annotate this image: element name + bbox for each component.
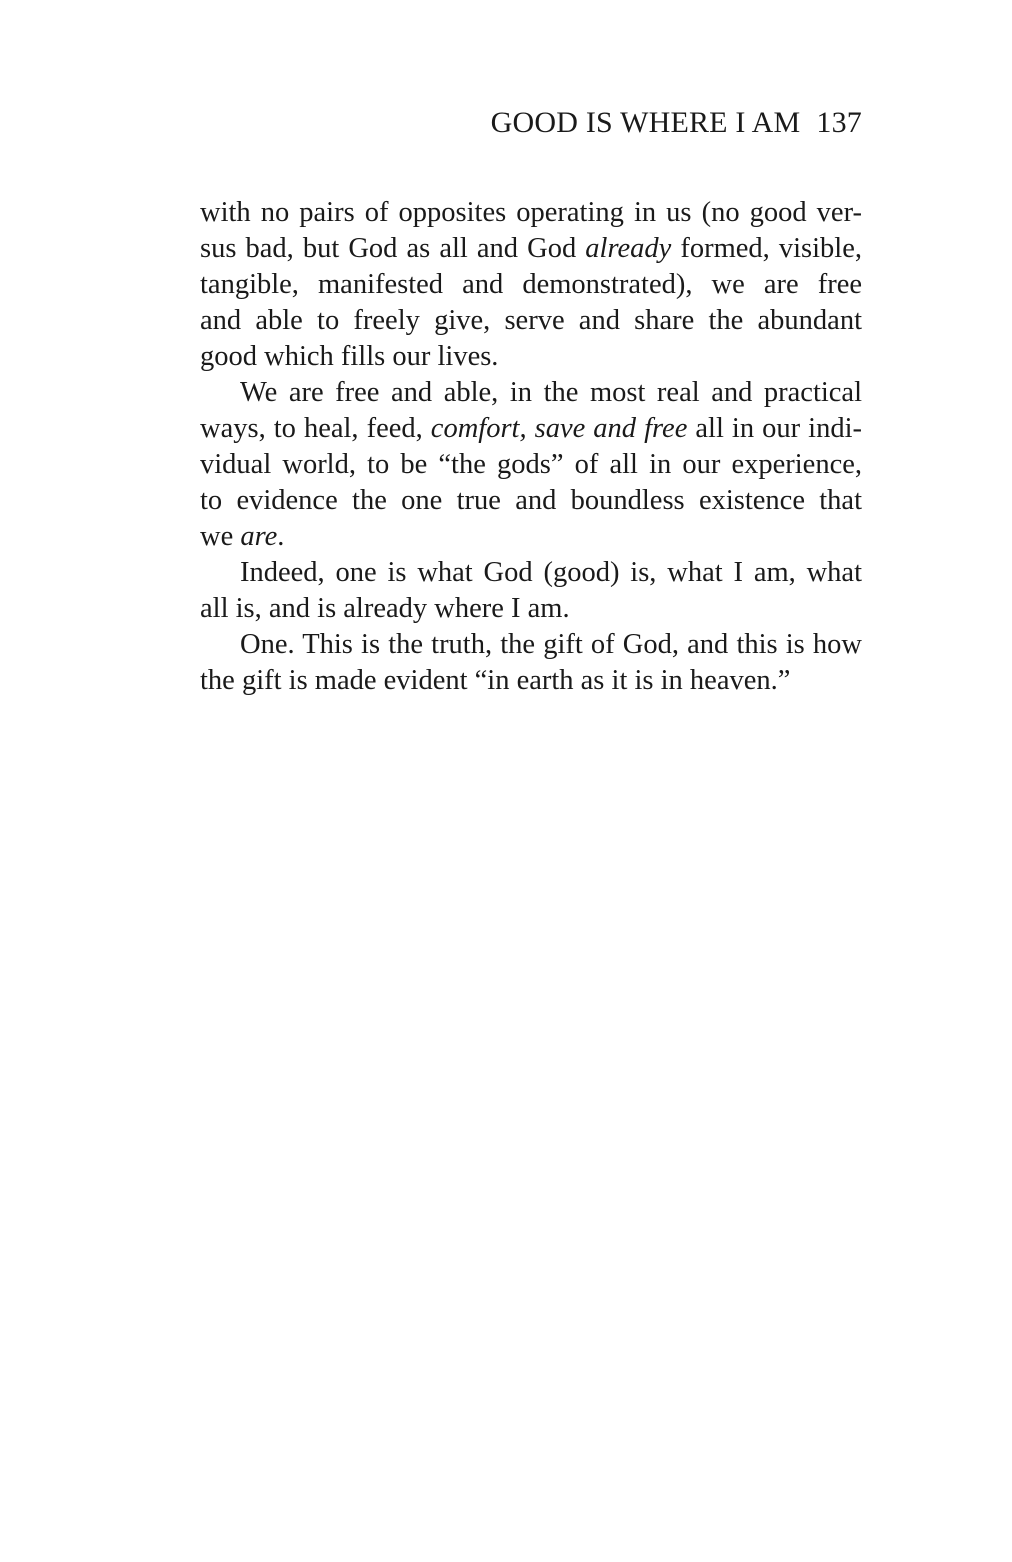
text-run: We are free and able, in the most real and practical	[240, 377, 862, 408]
paragraph	[200, 555, 862, 627]
text-run: tangible, manifested and demonstrated), we are free	[200, 269, 862, 300]
text-run: all is, and is already where I am.	[200, 593, 570, 624]
text-run: the gift is made evident “in earth as it is in heaven.”	[200, 665, 791, 696]
text-run: Indeed, one is what God (good) is, what I am, what	[240, 557, 862, 588]
text-line	[200, 519, 862, 555]
text-run: to evidence the one true and boundless existence that	[200, 485, 862, 516]
text-line	[200, 411, 862, 447]
text-run: with no pairs of opposites operating in us (no good ver-	[200, 197, 862, 228]
text-run: vidual world, to be “the gods” of all in our experience,	[200, 449, 862, 480]
running-head	[491, 106, 862, 140]
page-number: 137	[816, 106, 862, 139]
text-line	[200, 303, 862, 339]
text-line	[200, 231, 862, 267]
text-line	[200, 339, 862, 375]
text-run: One. This is the truth, the gift of God, and this is how	[240, 629, 862, 660]
paragraph	[200, 627, 862, 699]
italic-text: are	[240, 521, 278, 552]
text-line	[200, 627, 862, 663]
text-run: .	[277, 521, 285, 552]
text-line	[200, 267, 862, 303]
text-line	[200, 591, 862, 627]
text-run: we	[200, 521, 241, 552]
text-line	[200, 375, 862, 411]
text-line	[200, 483, 862, 519]
text-line	[200, 663, 862, 699]
chapter-title: GOOD IS WHERE I AM	[490, 106, 801, 139]
italic-text: already	[585, 233, 672, 264]
text-line	[200, 447, 862, 483]
body-text	[200, 195, 862, 699]
text-line	[200, 555, 862, 591]
italic-text: comfort, save and free	[430, 413, 688, 444]
paragraph	[200, 375, 862, 555]
paragraph	[200, 195, 862, 375]
text-run: all in our indi-	[687, 413, 862, 444]
text-run: good which fills our lives.	[200, 341, 499, 372]
text-run: ways, to heal, feed,	[200, 413, 431, 444]
text-run: formed, visible,	[671, 233, 862, 264]
text-run: and able to freely give, serve and share the abundant	[200, 305, 862, 336]
text-run: sus bad, but God as all and God	[200, 233, 586, 264]
text-line	[200, 195, 862, 231]
